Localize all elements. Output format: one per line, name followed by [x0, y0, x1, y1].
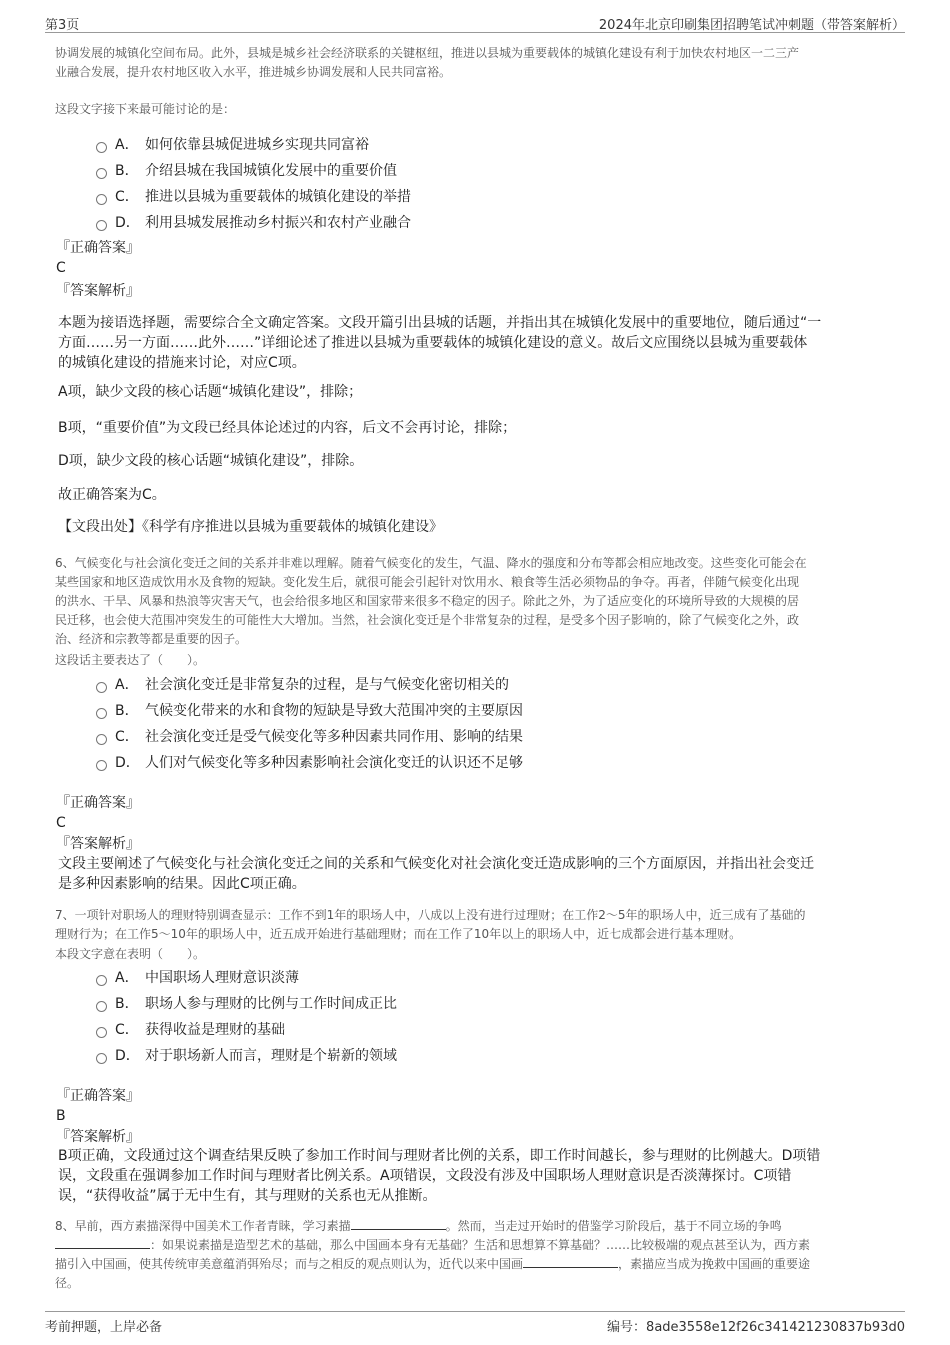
q7-answer: B: [56, 1108, 66, 1124]
q6-analysis: 文段主要阐述了气候变化与社会演化变迁之间的关系和气候变化对社会演化变迁造成影响的三个方面原因，并指出社会变迁 是多种因素影响的结果。因此C项正确。: [58, 856, 814, 892]
q7-options: [96, 968, 397, 1066]
radio-icon[interactable]: [96, 975, 107, 986]
option-c[interactable]: C． 获得收益是理财的基础: [96, 1020, 397, 1040]
q8-passage: 8、早前，西方素描深得中国美术工作者青睐，学习素描 。然而，当走过开始时的借鉴学习阶段后，基于不同立场的争鸣 ：如果说素描是造型艺术的基础，那么中国画本身有无基础？生活和思想算不算基础？……比较极端的观点甚至认为，西方素 描引入中国画，使其传统审美意蕴消弭殆尽；而与之相反的观点则认为，近代以来中国画 ，素描应当成为挽救中国画的重要途 径。: [55, 1219, 811, 1290]
q5-question: 这段文字接下来最可能讨论的是：: [55, 102, 236, 116]
radio-icon[interactable]: [96, 760, 107, 771]
option-b[interactable]: B． 职场人参与理财的比例与工作时间成正比: [96, 994, 397, 1014]
q5-passage: 协调发展的城镇化空间布局。此外，县城是城乡社会经济联系的关键枢纽，推进以县城为重要载体的城镇化建设有利于加快农村地区一二三产 业融合发展，提升农村地区收入水平，推进城乡协调发展和人民共同富裕。: [55, 46, 800, 79]
radio-icon[interactable]: [96, 1053, 107, 1064]
radio-icon[interactable]: [96, 682, 107, 693]
option-c[interactable]: C． 推进以县城为重要载体的城镇化建设的举措: [96, 187, 411, 207]
option-d[interactable]: D． 对于职场新人而言，理财是个崭新的领域: [96, 1046, 397, 1066]
q5-conclusion: 故正确答案为C。: [58, 487, 166, 503]
q6-options: [96, 675, 523, 773]
q6-answer: C: [56, 815, 66, 831]
fill-blank[interactable]: [523, 1255, 618, 1268]
radio-icon[interactable]: [96, 168, 107, 179]
q7-passage: 7、一项针对职场人的理财特别调查显示：工作不到1年的职场人中，八成以上没有进行过理财；在工作2～5年的职场人中，近三成有了基础的 理财行为；在工作5～10年的职场人中，近五成开始进行基础理财；而在工作了10年以上的职场人中，近七成都会进行基本理财。: [55, 908, 806, 941]
radio-icon[interactable]: [96, 734, 107, 745]
option-d[interactable]: D． 利用县城发展推动乡村振兴和农村产业融合: [96, 213, 411, 233]
option-b[interactable]: B． 气候变化带来的水和食物的短缺是导致大范围冲突的主要原因: [96, 701, 523, 721]
option-b[interactable]: B． 介绍县城在我国城镇化发展中的重要价值: [96, 161, 411, 181]
q5-point-a: A项，缺少文段的核心话题“城镇化建设”，排除；: [58, 384, 363, 400]
q5-analysis: 本题为接语选择题，需要综合全文确定答案。文段开篇引出县城的话题，并指出其在城镇化发展中的重要地位，随后通过“一 方面……另一方面……此外……”详细论述了推进以县城为重要载体的城镇化建设的意义。故后文应围绕以县城为重要载体 的城镇化建设的措施来讨论，对应C项。: [58, 315, 822, 371]
q5-analysis-label: 『答案解析』: [56, 283, 140, 299]
q6-answer-label: 『正确答案』: [56, 795, 140, 811]
option-a[interactable]: A． 如何依靠县城促进城乡实现共同富裕: [96, 135, 411, 155]
q7-analysis: B项正确，文段通过这个调查结果反映了参加工作时间与理财者比例的关系，即工作时间越长，参与理财的比例越大。D项错 误，文段重在强调参加工作时间与理财者比例关系。A项错误，文段没有涉及中国职场人理财意识是否淡薄探讨。C项错 误，“获得收益”属于无中生有，其与理财的关系也无从推断。: [58, 1148, 821, 1204]
document-title: 2024年北京印刷集团招聘笔试冲刺题（带答案解析）: [598, 18, 905, 33]
radio-icon[interactable]: [96, 142, 107, 153]
page-header: [45, 10, 905, 33]
page-number: 第3页: [45, 18, 80, 33]
q5-options: [96, 135, 411, 233]
q7-answer-label: 『正确答案』: [56, 1088, 140, 1104]
option-d[interactable]: D． 人们对气候变化等多种因素影响社会演化变迁的认识还不足够: [96, 753, 523, 773]
q5-point-d: D项，缺少文段的核心话题“城镇化建设”，排除。: [58, 453, 364, 469]
option-a[interactable]: A． 社会演化变迁是非常复杂的过程，是与气候变化密切相关的: [96, 675, 523, 695]
radio-icon[interactable]: [96, 1001, 107, 1012]
q7-question: 本段文字意在表明（ ）。: [55, 947, 206, 961]
radio-icon[interactable]: [96, 708, 107, 719]
q6-analysis-label: 『答案解析』: [56, 836, 140, 852]
q5-point-b: B项，“重要价值”为文段已经具体论述过的内容，后文不会再讨论，排除；: [58, 420, 517, 436]
fill-blank[interactable]: [55, 1236, 150, 1249]
q5-answer: C: [56, 260, 66, 276]
q7-analysis-label: 『答案解析』: [56, 1129, 140, 1145]
option-c[interactable]: C． 社会演化变迁是受气候变化等多种因素共同作用、影响的结果: [96, 727, 523, 747]
fill-blank[interactable]: [351, 1217, 446, 1230]
q6-question: 这段话主要表达了（ ）。: [55, 653, 206, 667]
radio-icon[interactable]: [96, 194, 107, 205]
q5-source: 【文段出处】《科学有序推进以县城为重要载体的城镇化建设》: [58, 519, 443, 535]
document-code: 编号：8ade3558e12f26c341421230837b93d0: [607, 1320, 905, 1335]
q5-answer-label: 『正确答案』: [56, 240, 140, 256]
radio-icon[interactable]: [96, 220, 107, 231]
radio-icon[interactable]: [96, 1027, 107, 1038]
footer-slogan: 考前押题，上岸必备: [45, 1320, 163, 1335]
page-footer: [45, 1311, 905, 1342]
q6-passage: 6、气候变化与社会演化变迁之间的关系并非难以理解。随着气候变化的发生，气温、降水的强度和分布等都会相应地改变。这些变化可能会在 某些国家和地区造成饮用水及食物的短缺。变化发生后，就很可能会引起针对饮用水、粮食等生活必须物品的争夺。再者，伴随气候变化出现 的洪水、干旱、风暴和热浪等灾害天气，也会给很多地区和国家带来很多不稳定的因子。除此之外，为了适应变化的环境所导致的大规模的居 民迁移，也会使大范围冲突发生的可能性大大增加。当然，社会演化变迁是个非常复杂的过程，是受多个因子影响的，除了气候变化之外，政 治、经济和宗教等都是重要的因子。: [55, 556, 807, 646]
option-a[interactable]: A． 中国职场人理财意识淡薄: [96, 968, 397, 988]
